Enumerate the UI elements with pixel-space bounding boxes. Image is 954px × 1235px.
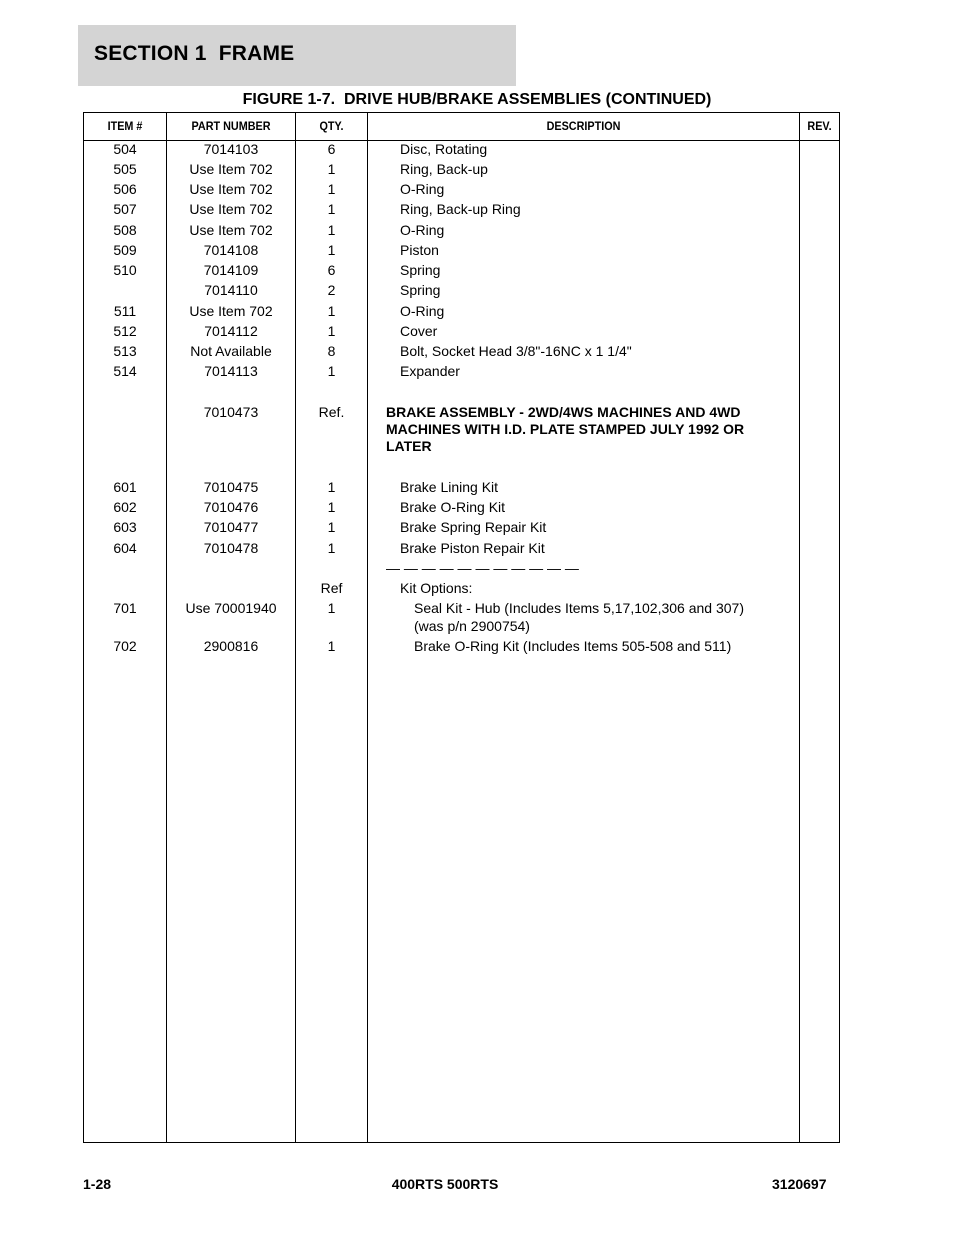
part-number: 7010478 <box>203 540 259 556</box>
header-rev: REV. <box>807 119 832 133</box>
quantity: 1 <box>327 161 336 177</box>
table-row <box>84 539 841 557</box>
part-number: Use Item 702 <box>189 201 273 217</box>
item-number: 505 <box>113 161 137 177</box>
item-number: 701 <box>113 600 137 616</box>
part-number: 7010476 <box>203 499 259 515</box>
part-number: 7010477 <box>203 519 259 535</box>
part-number: 7010473 <box>203 404 259 420</box>
table-row <box>84 498 841 516</box>
part-number: Use Item 702 <box>189 222 273 238</box>
quantity: 1 <box>327 201 336 217</box>
description: O-Ring <box>400 181 445 197</box>
item-number: 506 <box>113 181 137 197</box>
table-row <box>84 261 841 279</box>
part-number: 7014110 <box>204 282 258 298</box>
kit-options-row <box>84 579 841 597</box>
part-number: Not Available <box>190 343 272 359</box>
page-number: 1-28 <box>83 1176 112 1192</box>
item-number: 509 <box>113 242 137 258</box>
item-number: 504 <box>113 141 137 157</box>
description: Piston <box>400 242 439 258</box>
table-row <box>84 302 841 320</box>
description: Ring, Back-up <box>400 161 488 177</box>
assembly-row-continued <box>84 437 841 455</box>
description: Spring <box>400 262 441 278</box>
part-number: Use Item 702 <box>189 181 273 197</box>
description: Brake Lining Kit <box>400 479 499 495</box>
item-number: 601 <box>113 479 137 495</box>
item-number: 508 <box>113 222 137 238</box>
part-number: Use 70001940 <box>185 600 277 616</box>
description: Brake Piston Repair Kit <box>400 540 545 556</box>
description: Brake O-Ring Kit <box>400 499 506 515</box>
section-header <box>78 25 516 86</box>
quantity: 1 <box>327 363 336 379</box>
assembly-row-continued <box>84 420 841 438</box>
quantity: 1 <box>327 303 336 319</box>
table-row <box>84 200 841 218</box>
description: Expander <box>400 363 460 379</box>
table-row <box>84 362 841 380</box>
header-part-number: PART NUMBER <box>191 119 271 133</box>
table-row <box>84 518 841 536</box>
table-row <box>84 342 841 360</box>
assembly-row <box>84 403 841 421</box>
quantity: 1 <box>327 519 336 535</box>
part-number: Use Item 702 <box>189 161 273 177</box>
table-row <box>84 322 841 340</box>
quantity: 1 <box>327 499 336 515</box>
quantity: 1 <box>327 222 336 238</box>
table-row <box>84 160 841 178</box>
quantity: 2 <box>327 282 336 298</box>
table-row <box>84 140 841 158</box>
item-number: 513 <box>113 343 137 359</box>
part-number: 7014113 <box>204 363 258 379</box>
separator-row <box>84 559 841 577</box>
assembly-title-line: LATER <box>386 438 432 454</box>
table-row <box>84 599 841 617</box>
quantity: 1 <box>327 323 336 339</box>
assembly-title-line: BRAKE ASSEMBLY - 2WD/4WS MACHINES AND 4WD <box>386 404 741 420</box>
description: Bolt, Socket Head 3/8"-16NC x 1 1/4" <box>400 343 632 359</box>
quantity: 1 <box>327 540 336 556</box>
item-number: 602 <box>113 499 137 515</box>
figure-title: FIGURE 1-7. DRIVE HUB/BRAKE ASSEMBLIES (CONTINUED) <box>242 91 712 108</box>
part-number: 7014109 <box>203 262 259 278</box>
assembly-title-line: MACHINES WITH I.D. PLATE STAMPED JULY 1992 OR <box>386 421 745 437</box>
document-number: 3120697 <box>772 1176 827 1192</box>
part-number: 7014112 <box>204 323 258 339</box>
item-number: 510 <box>113 262 137 278</box>
quantity: 6 <box>327 141 336 157</box>
quantity: 1 <box>327 181 336 197</box>
description-continued: (was p/n 2900754) <box>414 618 530 634</box>
description: Brake O-Ring Kit (Includes Items 505-508 and 511) <box>414 638 732 654</box>
description: Spring <box>400 282 441 298</box>
quantity: 1 <box>327 638 336 654</box>
description: Disc, Rotating <box>400 141 488 157</box>
part-number: 7014108 <box>203 242 259 258</box>
table-row <box>84 281 841 299</box>
item-number: 603 <box>113 519 137 535</box>
part-number: 2900816 <box>203 638 259 654</box>
quantity: Ref. <box>318 404 345 420</box>
quantity: 1 <box>327 600 336 616</box>
item-number: 604 <box>113 540 137 556</box>
kit-options-label: Kit Options: <box>400 580 473 596</box>
item-number: 512 <box>113 323 137 339</box>
item-number: 507 <box>113 201 137 217</box>
description: Seal Kit - Hub (Includes Items 5,17,102,306 and 307) <box>414 600 744 616</box>
header-item: ITEM # <box>107 119 143 133</box>
description: O-Ring <box>400 303 445 319</box>
part-number: 7014103 <box>203 141 259 157</box>
table-row <box>84 180 841 198</box>
table-row <box>84 241 841 259</box>
item-number: 702 <box>113 638 137 654</box>
table-row <box>84 637 841 655</box>
table-row-continued <box>84 617 841 635</box>
table-row <box>84 221 841 239</box>
part-number: 7010475 <box>203 479 259 495</box>
quantity: 1 <box>327 242 336 258</box>
description: Cover <box>400 323 438 339</box>
quantity: 1 <box>327 479 336 495</box>
item-number: 514 <box>113 363 137 379</box>
description: Ring, Back-up Ring <box>400 201 521 217</box>
part-number: Use Item 702 <box>189 303 273 319</box>
parts-table <box>83 112 840 1143</box>
model-name: 400RTS 500RTS <box>391 1176 499 1192</box>
dashed-separator: — — — — — — — — — — — <box>386 560 579 576</box>
quantity: 6 <box>327 262 336 278</box>
quantity: Ref <box>320 580 343 596</box>
quantity: 8 <box>327 343 336 359</box>
header-description: DESCRIPTION <box>546 119 621 133</box>
table-row <box>84 478 841 496</box>
description: O-Ring <box>400 222 445 238</box>
header-qty: QTY. <box>319 119 344 133</box>
item-number: 511 <box>113 303 137 319</box>
section-title: SECTION 1 FRAME <box>94 42 295 65</box>
description: Brake Spring Repair Kit <box>400 519 547 535</box>
